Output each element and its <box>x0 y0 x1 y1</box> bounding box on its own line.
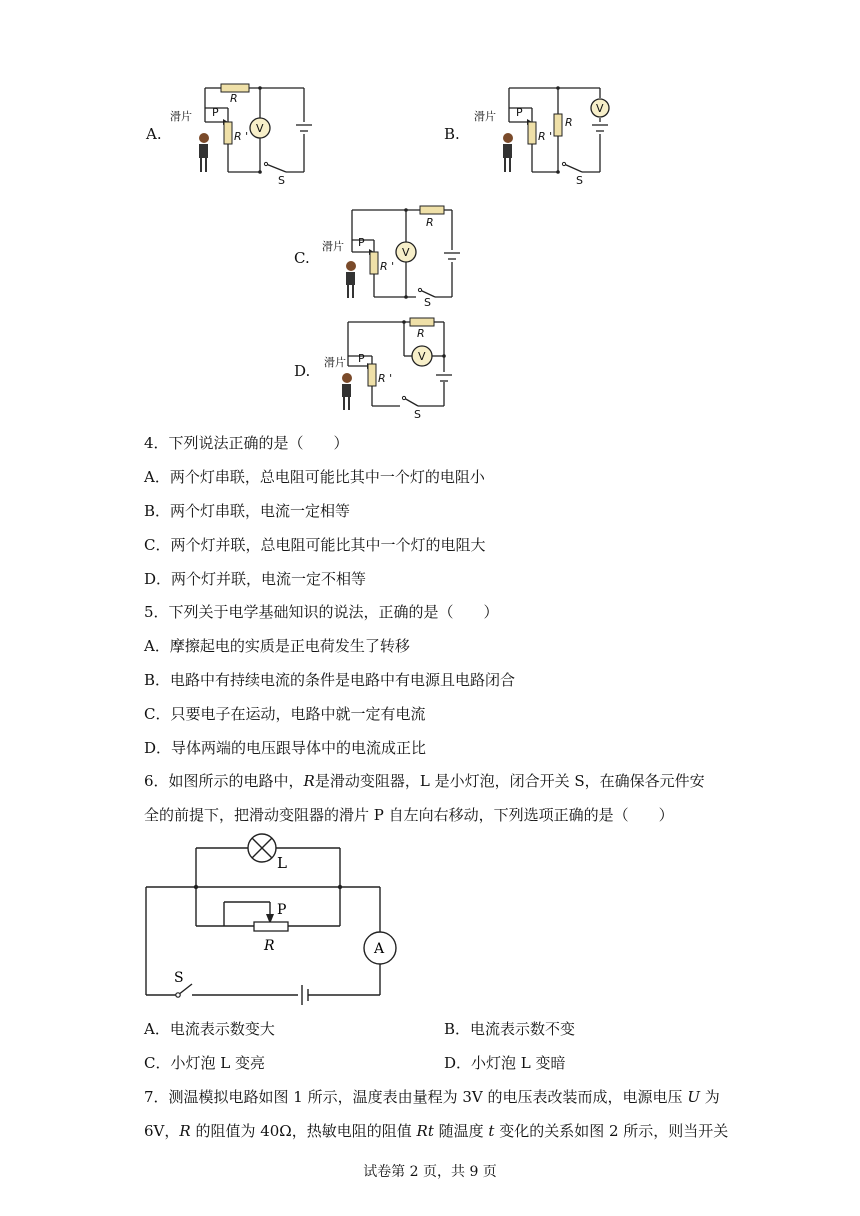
q6-circuit-diagram <box>138 832 398 1004</box>
svg-text:R: R <box>230 92 238 105</box>
q3-option-d-letter: D. <box>294 362 311 380</box>
lamp-icon <box>248 834 276 862</box>
q7-line2: 6V，R 的阻值为 40Ω，热敏电阻的阻值 Rt 随温度 t 变化的关系如图 2 所示，则当开关 <box>144 1122 729 1140</box>
svg-text:S: S <box>174 970 184 986</box>
svg-text:V: V <box>402 246 410 259</box>
svg-text:R: R <box>426 216 434 229</box>
svg-text:R ': R ' <box>538 130 553 143</box>
q6-stem-line2: 全的前提下，把滑动变阻器的滑片 P 自左向右移动，下列选项正确的是（ ） <box>144 806 674 824</box>
person-icon <box>342 373 352 410</box>
svg-text:P: P <box>358 236 365 249</box>
person-icon <box>346 261 356 298</box>
svg-text:P: P <box>212 106 219 119</box>
q5-option-a: A．摩擦起电的实质是正电荷发生了转移 <box>144 637 410 655</box>
q4-option-b: B．两个灯串联，电流一定相等 <box>144 502 351 520</box>
person-icon <box>503 133 513 172</box>
svg-text:R ': R ' <box>378 372 393 385</box>
svg-text:S: S <box>278 174 285 187</box>
q5-option-d: D．导体两端的电压跟导体中的电流成正比 <box>144 739 427 757</box>
q5-option-b: B．电路中有持续电流的条件是电路中有电源且电路闭合 <box>144 671 516 689</box>
svg-text:S: S <box>576 174 583 187</box>
q3-option-c-circuit <box>320 202 480 312</box>
q4-option-a: A．两个灯串联，总电阻可能比其中一个灯的电阻小 <box>144 468 485 486</box>
svg-text:L: L <box>277 854 287 872</box>
q3-option-b-circuit <box>472 78 632 188</box>
q5-stem: 5．下列关于电学基础知识的说法，正确的是（ ） <box>144 603 499 621</box>
svg-text:P: P <box>277 902 287 918</box>
q5-option-c: C．只要电子在运动，电路中就一定有电流 <box>144 705 426 723</box>
svg-text:S: S <box>424 296 431 309</box>
q6-option-b: B．电流表示数不变 <box>444 1020 576 1038</box>
svg-text:滑片: 滑片 <box>322 240 344 253</box>
person-icon <box>199 133 209 172</box>
svg-text:P: P <box>516 106 523 119</box>
svg-text:V: V <box>418 350 426 363</box>
q6-option-a: A．电流表示数变大 <box>144 1020 275 1038</box>
svg-text:R: R <box>264 938 275 954</box>
svg-text:S: S <box>414 408 421 421</box>
svg-text:R ': R ' <box>380 260 395 273</box>
q6-option-d: D．小灯泡 L 变暗 <box>444 1054 566 1072</box>
q3-option-a-circuit <box>168 78 328 188</box>
svg-text:V: V <box>256 122 264 135</box>
svg-text:A: A <box>374 941 385 957</box>
q6-option-c: C．小灯泡 L 变亮 <box>144 1054 265 1072</box>
q4-stem: 4．下列说法正确的是（ ） <box>144 434 349 452</box>
q4-option-c: C．两个灯并联，总电阻可能比其中一个灯的电阻大 <box>144 536 486 554</box>
q3-option-a-letter: A. <box>146 125 162 143</box>
q6-stem-line1: 6．如图所示的电路中，R是滑动变阻器，L 是小灯泡，闭合开关 S，在确保各元件安 <box>144 772 705 790</box>
svg-text:R: R <box>565 116 573 129</box>
svg-text:R: R <box>417 327 425 340</box>
q4-option-d: D．两个灯并联，电流一定不相等 <box>144 570 367 588</box>
page-footer: 试卷第 2 页，共 9 页 <box>363 1164 497 1180</box>
q3a-slider-label: 滑片 <box>170 110 192 123</box>
svg-text:滑片: 滑片 <box>474 110 496 123</box>
q3-option-d-circuit <box>320 314 480 424</box>
q3-option-b-letter: B. <box>444 125 460 143</box>
q7-line1: 7．测温模拟电路如图 1 所示，温度表由量程为 3V 的电压表改装而成，电源电压 U 为 <box>144 1088 720 1106</box>
svg-text:R ': R ' <box>234 130 249 143</box>
svg-text:P: P <box>358 352 365 365</box>
svg-text:V: V <box>596 102 604 115</box>
q3-option-c-letter: C. <box>294 249 310 267</box>
svg-text:滑片: 滑片 <box>324 356 346 369</box>
